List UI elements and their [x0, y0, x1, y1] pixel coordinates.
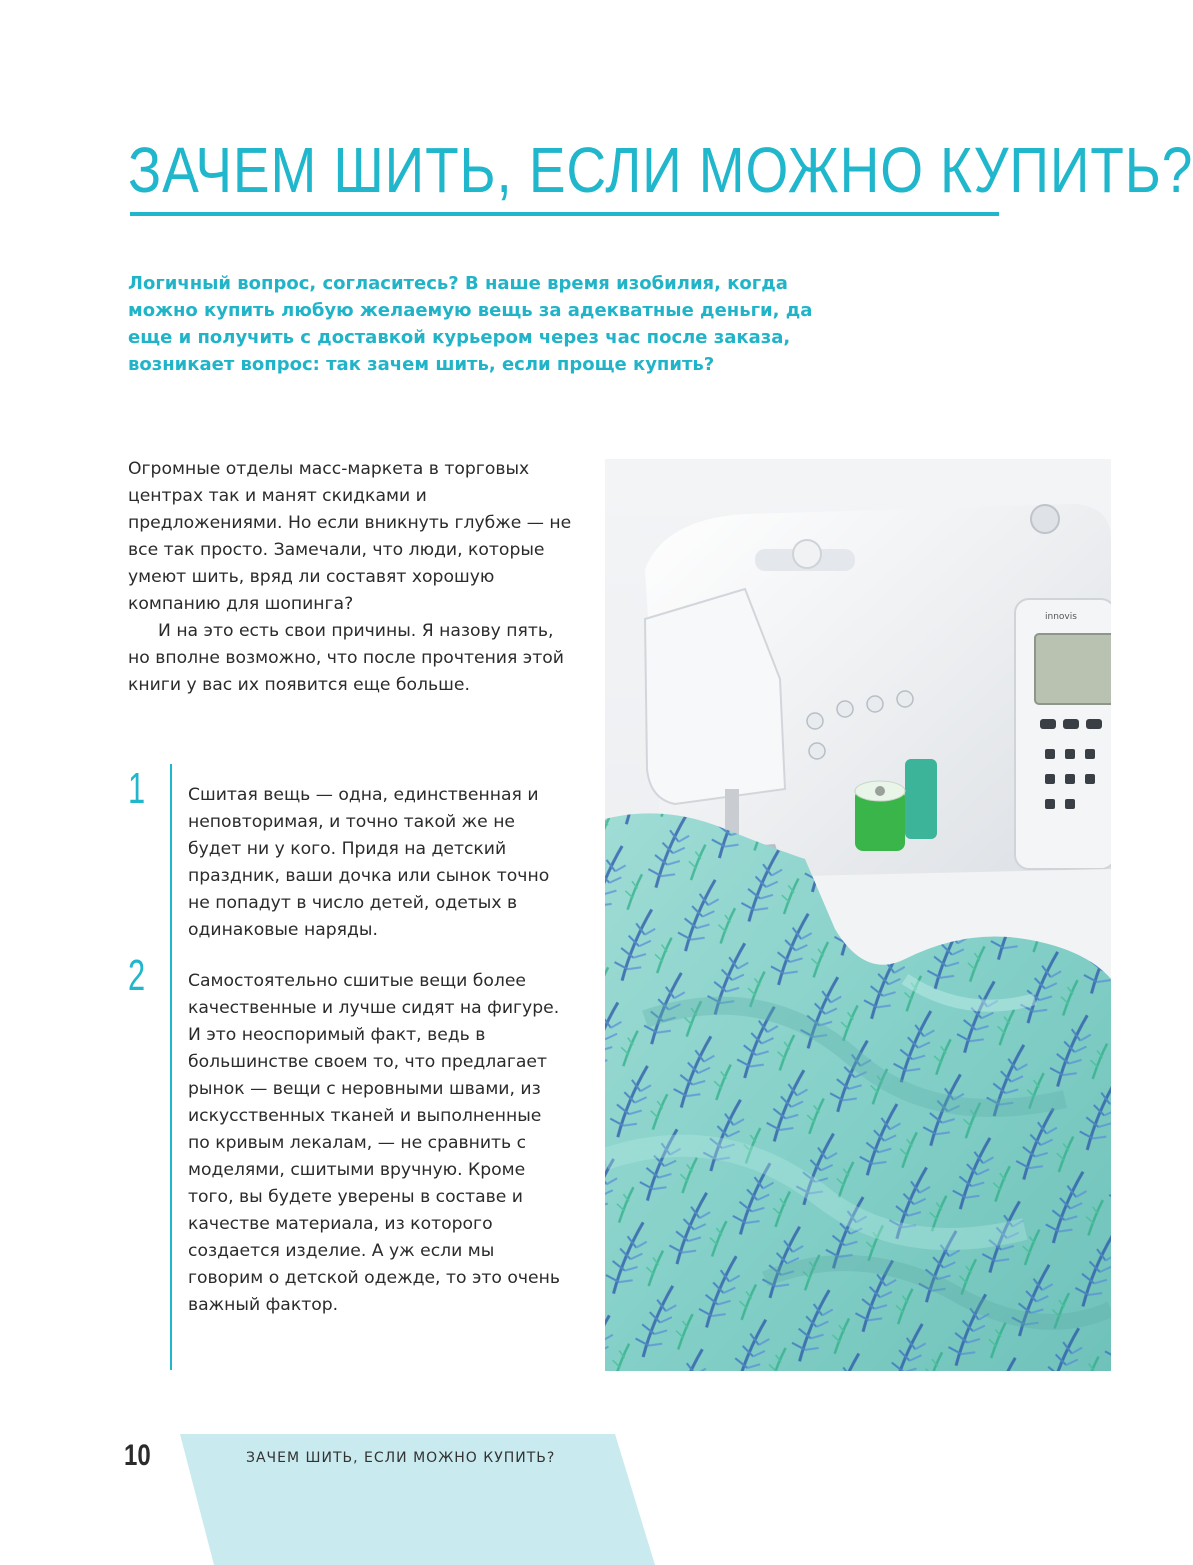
list-item-text: Самостоятельно сшитые вещи более качественные и лучше сидят на фигуре. И это неоспоримый факт, ведь в большинстве своем то, что предлагает рынок — вещи с неровными швами, из искусственных тканей и выполненные по кривым лекалам, — не сравнить с моделями, сшитыми вручную. Кроме того, вы будете уверены в составе и качестве материала, из которого создается изделие. А уж если мы говорим о детской одежде, то это очень важный фактор.	[188, 971, 560, 1315]
title-underline	[130, 212, 999, 216]
list-item-text: Сшитая вещь — одна, единственная и неповторимая, и точно такой же не будет ни у кого. Придя на детский праздник, ваши дочка или сынок точно не попадут в число детей, одетых в одинаковые наряды.	[188, 785, 550, 940]
footer-band	[0, 1434, 1193, 1565]
page-title: ЗАЧЕМ ШИТЬ, ЕСЛИ МОЖНО КУПИТЬ?	[128, 134, 1193, 206]
brand-label: innovis	[1045, 612, 1077, 622]
sewing-machine-photo	[605, 459, 1111, 1371]
item-number: 2	[128, 951, 146, 1000]
running-title: ЗАЧЕМ ШИТЬ, ЕСЛИ МОЖНО КУПИТЬ?	[246, 1450, 556, 1466]
page-number: 10	[124, 1439, 151, 1472]
list-vertical-rule	[170, 764, 172, 1370]
intro-paragraph: И на это есть свои причины. Я назову пять, но вполне возможно, что после прочтения этой книги у вас их появится еще больше.	[128, 621, 564, 695]
lead-paragraph: Логичный вопрос, согласитесь? В наше время изобилия, когда можно купить любую желаемую вещь за адекватные деньги, да еще и получить с доставкой курьером через час после заказа, возникает вопрос: так зачем шить, если проще купить?	[128, 273, 813, 375]
intro-text	[128, 456, 578, 699]
item-number: 1	[128, 764, 146, 813]
intro-paragraph: Огромные отделы масс-маркета в торговых центрах так и манят скидками и предложениями. Но если вникнуть глубже — не все так просто. Замечали, что люди, которые умеют шить, вряд ли составят хорошую компанию для шопинга?	[128, 459, 572, 614]
